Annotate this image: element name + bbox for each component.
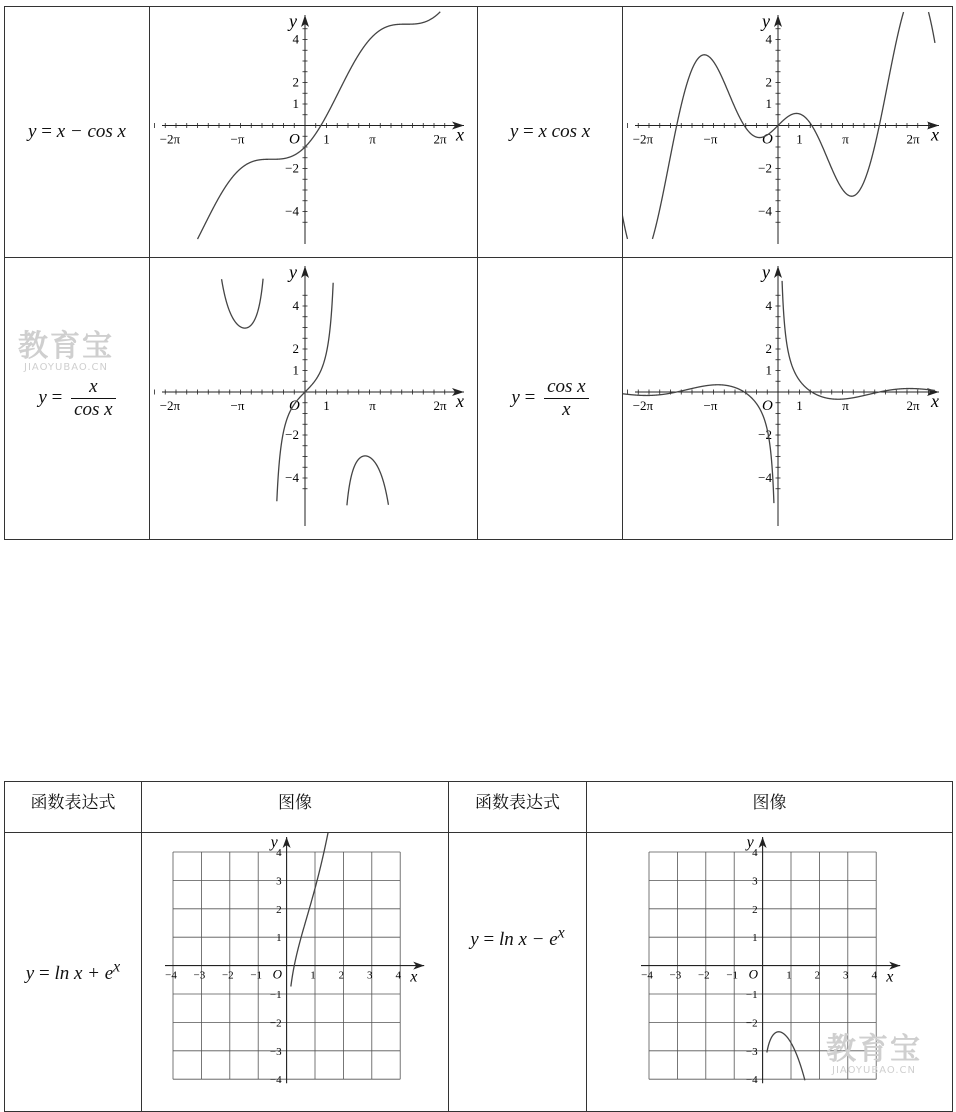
x-tick-label: −2π — [159, 398, 181, 413]
x-tick-label: −1 — [726, 969, 739, 982]
y-axis-label: y — [762, 11, 770, 31]
x-tick-label: 2π — [906, 398, 920, 413]
x-tick-label: π — [842, 131, 849, 147]
function-curve — [291, 833, 328, 986]
y-tick-label: −3 — [269, 1045, 282, 1058]
x-tick-label: 1 — [796, 398, 803, 413]
x-tick-label: 3 — [843, 969, 849, 982]
y-tick-label: 4 — [292, 298, 299, 313]
y-axis-label: y — [270, 834, 278, 851]
x-tick-label: π — [842, 398, 849, 413]
y-tick-label: −2 — [285, 160, 299, 176]
y-axis-label: y — [289, 262, 297, 282]
formula-cell — [478, 258, 623, 540]
x-tick-label: 2 — [338, 969, 345, 982]
y-tick-label: 2 — [292, 341, 299, 356]
graph-cell — [150, 258, 478, 540]
graph-cell — [623, 258, 953, 540]
x-tick-label: −4 — [641, 969, 653, 982]
formula-y-ln-x-plus-e-x: $y = \ln x + e^x$ — [25, 958, 121, 985]
x-tick-label: 2π — [433, 398, 447, 413]
watermark-logo: 教育宝 JIAOYUBAO.CN — [18, 329, 114, 373]
x-tick-label: 2π — [906, 131, 920, 147]
x-tick-label: π — [369, 398, 376, 413]
x-tick-label: 2 — [814, 969, 821, 982]
x-tick-label: 1 — [323, 131, 330, 147]
x-tick-label: −π — [230, 398, 245, 413]
x-tick-label: 4 — [871, 969, 877, 982]
y-tick-label: 3 — [752, 875, 758, 888]
x-tick-label: 1 — [310, 969, 316, 982]
y-tick-label: 1 — [292, 362, 299, 378]
origin-label: O — [289, 131, 300, 148]
x-tick-label: −4 — [165, 969, 177, 982]
x-tick-label: −2 — [697, 969, 710, 982]
y-tick-label: −4 — [285, 203, 299, 219]
watermark-logo: 教育宝 JIAOYUBAO.CN — [826, 1032, 922, 1076]
graph-cell — [142, 833, 449, 1112]
y-tick-label: 1 — [765, 96, 772, 111]
log-exp-function-table — [4, 781, 953, 1112]
header-expression: 函数表达式 — [449, 782, 587, 833]
y-tick-label: 1 — [292, 96, 299, 111]
x-tick-label: 2π — [433, 131, 447, 147]
header-expression: 函数表达式 — [5, 782, 142, 833]
y-tick-label: 4 — [765, 31, 772, 47]
y-tick-label: 1 — [752, 932, 758, 945]
y-tick-label: −4 — [269, 1074, 282, 1087]
x-tick-label: −π — [230, 131, 245, 147]
x-axis-label: x — [456, 391, 464, 411]
y-tick-label: −4 — [758, 203, 772, 219]
y-tick-label: −2 — [285, 427, 299, 442]
y-tick-label: 2 — [765, 341, 772, 356]
formula-y-cos-x-over-x: y = $\frac{\text{cos x}}{x}$ — [511, 387, 588, 408]
origin-label: O — [289, 398, 300, 414]
formula-cell — [5, 7, 150, 258]
y-tick-label: −2 — [758, 427, 772, 442]
x-axis-label: x — [931, 124, 939, 145]
x-tick-label: 1 — [786, 969, 792, 982]
x-tick-label: −2π — [159, 131, 181, 147]
graph-cell — [623, 7, 953, 258]
x-tick-label: 3 — [367, 969, 373, 982]
graph-cell — [150, 7, 478, 258]
x-tick-label: −1 — [250, 969, 263, 982]
y-tick-label: 2 — [765, 74, 772, 90]
graph-x-minus-cos-x — [150, 7, 478, 252]
fraction: $\frac{\text{cos x}}{x}$ — [544, 376, 589, 421]
y-tick-label: −4 — [758, 470, 772, 485]
x-axis-label: x — [886, 968, 894, 986]
formula-cell — [478, 7, 623, 258]
header-graph: 图像 — [587, 782, 953, 833]
header-graph: 图像 — [142, 782, 449, 833]
y-tick-label: 1 — [276, 932, 282, 945]
graph-cos-x-over-x — [623, 258, 953, 534]
x-tick-label: −π — [703, 398, 718, 413]
y-tick-label: 1 — [765, 362, 772, 378]
y-tick-label: −3 — [745, 1045, 758, 1058]
x-tick-label: π — [369, 131, 376, 147]
graph-x-over-cos-x — [150, 258, 478, 534]
y-tick-label: 2 — [276, 903, 282, 916]
y-tick-label: 4 — [276, 847, 282, 859]
y-tick-label: −4 — [285, 470, 299, 485]
y-tick-label: −2 — [758, 160, 772, 176]
y-axis-label: y — [746, 834, 754, 851]
x-tick-label: 1 — [323, 398, 330, 413]
x-tick-label: −π — [703, 131, 718, 147]
graph-x-cos-x — [623, 7, 953, 252]
formula-y-x-cos-x: y = x cos x — [509, 121, 591, 142]
function-curve — [767, 1032, 805, 1081]
y-tick-label: −1 — [745, 989, 758, 1001]
trig-function-table — [4, 6, 953, 540]
y-tick-label: −2 — [269, 1017, 282, 1030]
y-tick-label: −4 — [745, 1074, 758, 1087]
origin-label: O — [272, 966, 282, 982]
y-tick-label: 2 — [292, 74, 299, 90]
x-tick-label: 1 — [796, 131, 803, 147]
x-tick-label: −3 — [669, 969, 682, 982]
x-tick-label: −2 — [221, 969, 234, 982]
graph-ln-x-plus-e-x — [142, 833, 449, 1106]
x-tick-label: −3 — [193, 969, 206, 982]
x-tick-label: −2π — [632, 131, 654, 147]
y-tick-label: 3 — [276, 875, 282, 888]
x-axis-label: x — [931, 391, 939, 411]
y-tick-label: 2 — [752, 903, 758, 916]
formula-y-x-over-cos-x: y = $\frac{x}{\text{cos x}}$ — [38, 387, 115, 408]
y-tick-label: −2 — [745, 1017, 758, 1030]
formula-cell — [5, 258, 150, 540]
formula-cell — [5, 833, 142, 1112]
x-tick-label: 4 — [395, 969, 401, 982]
x-axis-label: x — [410, 968, 418, 986]
formula-y-x-minus-cos-x: y = x − cos x — [28, 121, 126, 142]
x-axis-label: x — [456, 124, 464, 145]
y-tick-label: 4 — [292, 31, 299, 47]
formula-y-ln-x-minus-e-x: $y = \ln x - e^x$ — [470, 925, 565, 951]
formula-cell — [449, 833, 587, 1112]
origin-label: O — [762, 131, 773, 148]
fraction: $\frac{x}{\text{cos x}}$ — [71, 376, 116, 421]
x-tick-label: −2π — [632, 398, 654, 413]
y-tick-label: −1 — [269, 989, 282, 1001]
y-tick-label: 4 — [765, 298, 772, 313]
origin-label: O — [762, 398, 773, 414]
y-axis-label: y — [762, 262, 770, 282]
y-tick-label: 4 — [752, 847, 758, 859]
origin-label: O — [748, 966, 758, 982]
y-axis-label: y — [289, 11, 297, 31]
